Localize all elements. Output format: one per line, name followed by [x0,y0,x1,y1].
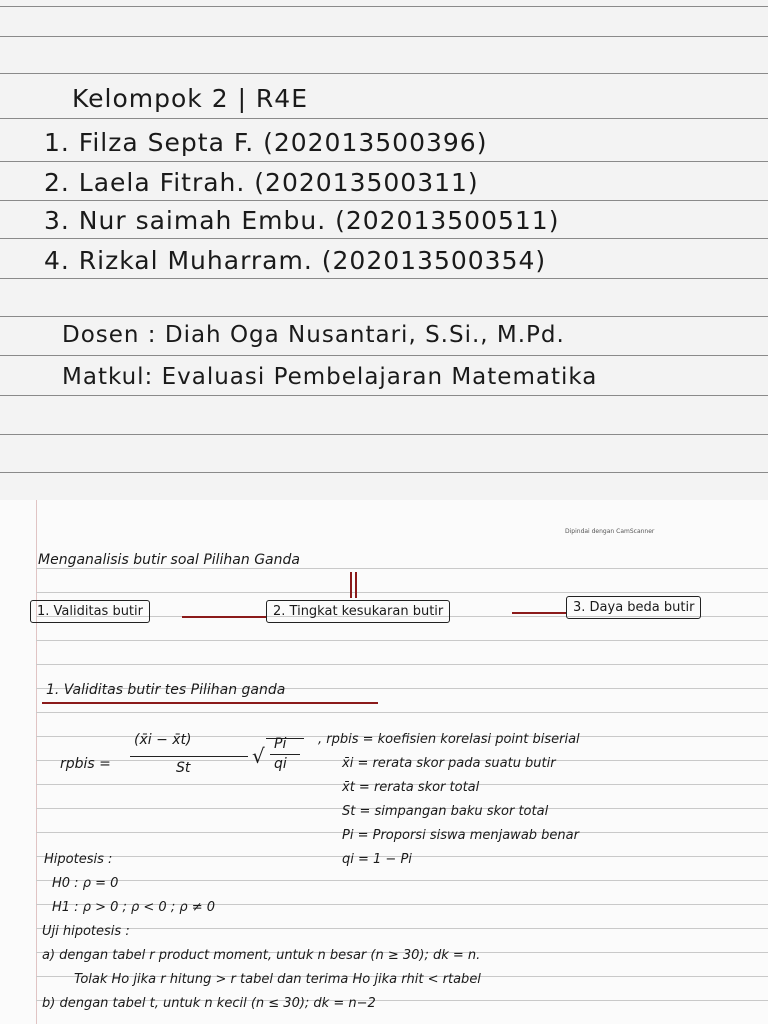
ruled-line [36,928,768,929]
definition-xt: x̄t = rerata skor total [342,780,480,795]
notes-title: Menganalisis butir soal Pilihan Ganda [38,552,300,568]
hypothesis-h0: H0 : ρ = 0 [52,876,119,891]
ruled-line [0,161,768,162]
group-heading: Kelompok 2 | R4E [72,84,309,113]
definition-pi: Pi = Proporsi siswa menjawab benar [342,828,579,843]
ruled-line [0,316,768,317]
ruled-line [36,880,768,881]
box-connector [182,616,266,618]
dosen-line: Dosen : Diah Oga Nusantari, S.Si., M.Pd. [62,322,565,348]
definition-qi: qi = 1 − Pi [342,852,412,867]
definition-st: St = simpangan baku skor total [342,804,549,819]
hipotesis-label: Hipotesis : [44,852,113,867]
sqrt-icon: √ [252,744,265,768]
uji-line-b: b) dengan tabel t, untuk n kecil (n ≤ 30); dk = n−2 [42,996,376,1011]
section-title: 1. Validitas butir tes Pilihan ganda [46,682,286,698]
ruled-line [36,664,768,665]
ruled-line [0,278,768,279]
ruled-line [36,640,768,641]
formula-sqrt-top: Pi [274,736,287,752]
uji-line-a: a) dengan tabel r product moment, untuk n besar (n ≥ 30); dk = n. [42,948,481,963]
box-validitas: 1. Validitas butir [30,600,150,623]
box-connector [512,612,566,614]
margin-line [36,500,37,1024]
formula-denominator: St [176,760,191,776]
member-4: 4. Rizkal Muharram. (202013500354) [44,246,547,275]
member-2: 2. Laela Fitrah. (202013500311) [44,168,479,197]
ruled-line [0,6,768,7]
box-daya-beda: 3. Daya beda butir [566,596,701,619]
ruled-line [0,118,768,119]
formula-numerator: (x̄i − x̄t) [134,732,192,748]
ruled-line [0,472,768,473]
matkul-line: Matkul: Evaluasi Pembelajaran Matematika [62,364,598,390]
ruled-line [0,395,768,396]
ruled-line [36,712,768,713]
notebook-page-top [0,0,768,500]
ruled-line [0,200,768,201]
scanner-watermark: Dipindai dengan CamScanner [565,528,655,535]
box-tingkat-kesukaran: 2. Tingkat kesukaran butir [266,600,450,623]
ruled-line [0,434,768,435]
ruled-line [36,592,768,593]
hypothesis-h1: H1 : ρ > 0 ; ρ < 0 ; ρ ≠ 0 [52,900,216,915]
ruled-line [0,36,768,37]
section-underline [42,702,378,704]
definition-xi: x̄i = rerata skor pada suatu butir [342,756,556,771]
formula-sqrt-bottom: qi [274,756,287,772]
fraction-bar [130,756,248,757]
definition-rpbis: , rpbis = koefisien korelasi point biserial [318,732,580,747]
uji-label: Uji hipotesis : [42,924,130,939]
connector-tick [350,572,352,598]
formula-lhs: rpbis = [60,756,111,772]
sqrt-fraction-bar [270,754,300,755]
ruled-line [0,355,768,356]
member-1: 1. Filza Septa F. (202013500396) [44,128,488,157]
ruled-line [36,568,768,569]
member-3: 3. Nur saimah Embu. (202013500511) [44,206,560,235]
ruled-line [0,73,768,74]
notebook-page-bottom [0,500,768,1024]
uji-line-a-cont: Tolak Ho jika r hitung > r tabel dan terima Ho jika rhit < rtabel [74,972,481,987]
connector-tick [355,572,357,598]
ruled-line [0,238,768,239]
